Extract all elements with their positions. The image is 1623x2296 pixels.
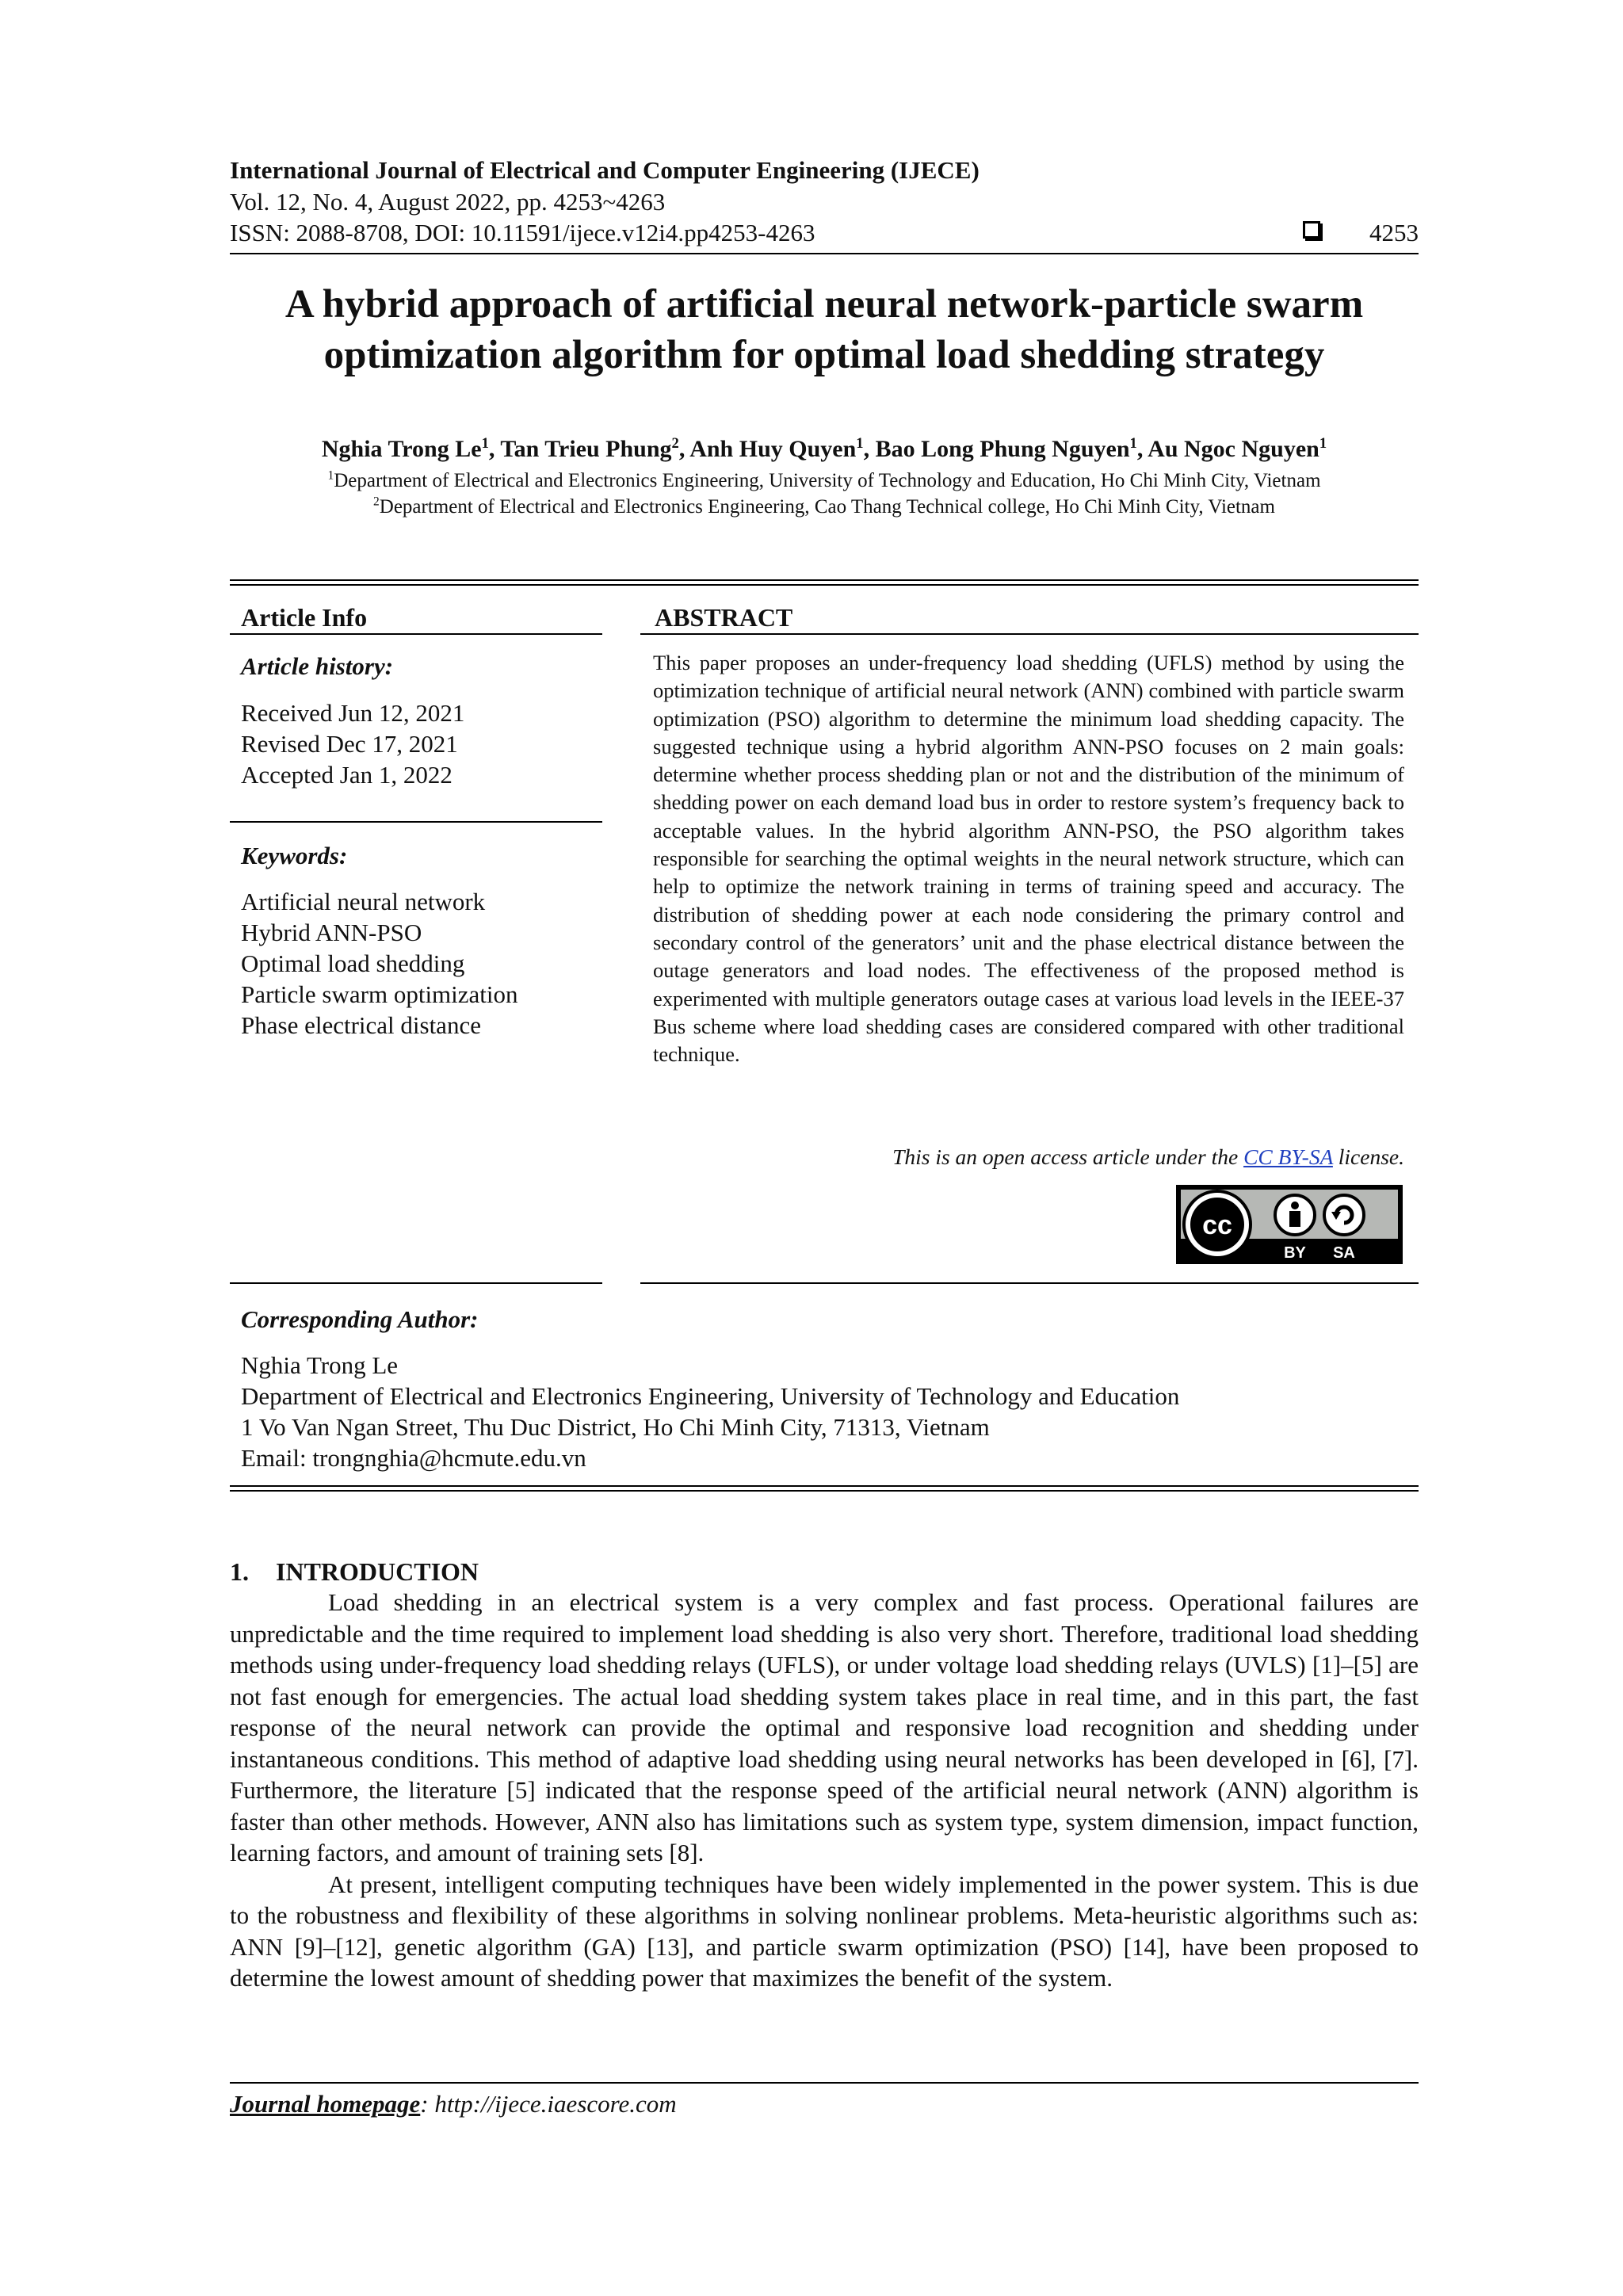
article-history-list: [241, 697, 464, 790]
affiliation-marker: 2: [671, 435, 679, 452]
affiliation-marker: 1: [481, 435, 489, 452]
accepted-date: Accepted Jan 1, 2022: [241, 761, 453, 789]
affiliation-marker: 1: [856, 435, 864, 452]
corresponding-heading: Corresponding Author:: [241, 1305, 479, 1333]
article-history-heading: Article history:: [241, 652, 394, 680]
article-info-bottom-rule: [230, 1282, 602, 1284]
revised-date: Revised Dec 17, 2021: [241, 730, 458, 758]
cc-by-sa-badge: [1176, 1185, 1403, 1264]
volume-line: Vol. 12, No. 4, August 2022, pp. 4253~4263: [230, 188, 666, 216]
keywords-list: [241, 886, 518, 1041]
keyword-item: Phase electrical distance: [241, 1011, 481, 1039]
svg-text:SA: SA: [1333, 1244, 1355, 1262]
header-rule: [230, 253, 1419, 254]
author-list: Nghia Trong Le$^1$, Tan Trieu Phung$^2$, Anh Huy Quyen$^1$, Bao Long Phung Nguyen$^1$, Au Ngoc Nguyen$^1$: [321, 435, 1327, 462]
keyword-item: Artificial neural network: [241, 888, 486, 915]
keyword-item: Hybrid ANN-PSO: [241, 919, 422, 946]
author-name: Au Ngoc Nguyen: [1148, 436, 1319, 462]
corresponding-name: Nghia Trong Le: [241, 1351, 399, 1379]
corresponding-email[interactable]: Email: trongnghia@hcmute.edu.vn: [241, 1444, 586, 1472]
received-date: Received Jun 12, 2021: [241, 699, 465, 727]
page-number: 4253: [1369, 219, 1419, 246]
paper-title: A hybrid approach of artificial neural network-particle swarm optimization algorithm for optimal load shedding strategy: [285, 282, 1364, 377]
affiliation-2: $^2$Department of Electrical and Electronics Engineering, Cao Thang Technical college, Ho Chi Minh City, Vietnam: [373, 495, 1275, 518]
cc-license-icon: [1178, 1186, 1401, 1263]
keyword-item: Optimal load shedding: [241, 949, 465, 977]
affiliation-marker: 1: [1319, 435, 1327, 452]
abstract-bottom-rule: [640, 1282, 1419, 1284]
journal-name: International Journal of Electrical and Computer Engineering (IJECE): [230, 156, 980, 184]
abstract-rule: [640, 633, 1419, 635]
introduction-body: [230, 1587, 1419, 1994]
section-rule-top-2: [230, 584, 1419, 586]
section-heading-introduction: 1. INTRODUCTION: [230, 1557, 479, 1586]
author-name: Anh Huy Quyen: [689, 436, 857, 462]
abstract-heading: ABSTRACT: [655, 603, 793, 632]
footer-rule: [230, 2082, 1419, 2084]
svg-text:BY: BY: [1284, 1244, 1306, 1262]
section-rule-bottom-2: [230, 1490, 1419, 1492]
keywords-rule: [230, 821, 602, 823]
section-rule-top: [230, 579, 1419, 581]
paragraph: Load shedding in an electrical system is a very complex and fast process. Operational failures are unpredictable and the time required to implement load shedding is also very short. Therefore, traditional load shedding methods using under-frequency load shedding relays (UFLS), or under voltage load shedding relays (UVLS) [1]–[5] are not fast enough for emergencies. The actual load shedding system takes place in real time, and in this part, the fast response of the neural network can provide the optimal and responsive load recognition and shedding under instantaneous conditions. This method of adaptive load shedding using neural networks has been developed in [6], [7]. Furthermore, the literature [5] indicated that the response speed of the artificial neural network (ANN) algorithm is faster than other methods. However, ANN also has limitations such as system type, system dimension, impact function, learning factors, and amount of training sets [8].: [230, 1588, 1419, 1866]
issn-line: ISSN: 2088-8708, DOI: 10.11591/ijece.v12i4.pp4253-4263: [230, 219, 815, 246]
corresponding-department: Department of Electrical and Electronics Engineering, University of Technology and Education: [241, 1382, 1180, 1410]
section-rule-bottom: [230, 1485, 1419, 1487]
journal-homepage: Journal homepage: http://ijece.iaescore.com: [230, 2090, 677, 2118]
abstract-text: This paper proposes an under-frequency load shedding (UFLS) method by using the optimization technique of artificial neural network (ANN) combined with particle swarm optimization (PSO) algorithm to determine the minimum load shedding capacity. The suggested technique using a hybrid algorithm ANN-PSO focuses on 2 main goals: determine whether process shedding plan or not and the distribution of the minimum of shedding power on each demand load bus in order to restore system’s frequency back to acceptable values. In the hybrid algorithm ANN-PSO, the PSO algorithm takes responsible for searching the optimal weights in the neural network structure, which can help to optimize the network training in terms of training speed and accuracy. The distribution of shedding power at each node considering the primary control and secondary control of the generators’ unit and the phase electrical distance between the outage generators and load nodes. The effectiveness of the proposed method is experimented with multiple generators outage cases at various load levels in the IEEE-37 Bus scheme where load shedding cases are considered compared with other traditional technique.: [653, 651, 1404, 1067]
square-icon: [1303, 221, 1320, 239]
author-name: Bao Long Phung Nguyen: [875, 436, 1130, 462]
article-info-heading: Article Info: [241, 603, 368, 632]
corresponding-address: 1 Vo Van Ngan Street, Thu Duc District, Ho Chi Minh City, 71313, Vietnam: [241, 1413, 990, 1441]
license-note: This is an open access article under the CC BY-SA license.: [892, 1144, 1404, 1169]
affiliation-1: $^1$Department of Electrical and Electronics Engineering, University of Technology and Education, Ho Chi Minh City, Vietnam: [327, 468, 1321, 491]
author-name: Nghia Trong Le: [321, 436, 482, 462]
corresponding-details: [241, 1350, 1179, 1473]
svg-text:cc: cc: [1202, 1210, 1232, 1240]
affiliation-marker: 1: [1129, 435, 1137, 452]
author-name: Tan Trieu Phung: [500, 436, 672, 462]
article-info-rule: [230, 633, 602, 635]
cc-by-sa-link[interactable]: CC BY-SA: [1243, 1144, 1333, 1169]
keyword-item: Particle swarm optimization: [241, 980, 518, 1008]
keywords-heading: Keywords:: [241, 842, 348, 869]
paragraph: At present, intelligent computing techniques have been widely implemented in the power system. This is due to the robustness and flexibility of these algorithms in solving nonlinear problems. Meta-heuristic algorithms such as: ANN [9]–[12], genetic algorithm (GA) [13], and particle swarm optimization (PSO) [14], have been proposed to determine the lowest amount of shedding power that maximizes the benefit of the system.: [230, 1870, 1419, 1992]
